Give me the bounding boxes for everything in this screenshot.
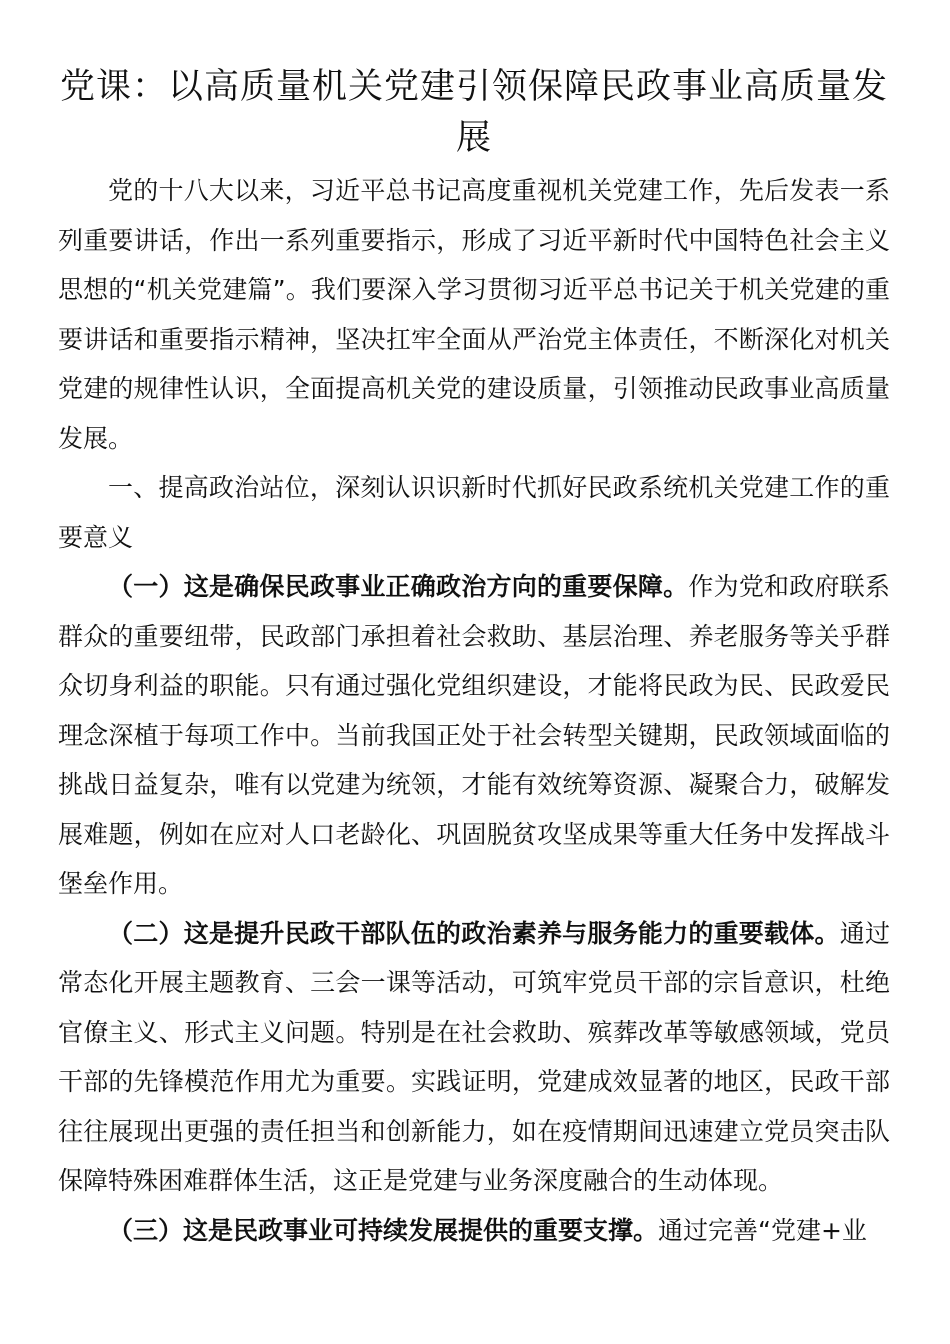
point-heading-3: （三）这是民政事业可持续发展提供的重要支撑。	[108, 1215, 659, 1245]
point-heading-1: （一）这是确保民政事业正确政治方向的重要保障。	[108, 572, 689, 601]
point-body-1: 作为党和政府联系群众的重要纽带，民政部门承担着社会救助、基层治理、养老服务等关乎群众切身利益的职能。只有通过强化党组织建设，才能将民政为民、民政爱民理念深植于每项工作中。当前我国正处于社会转型关键期，民政领域面临的挑战日益复杂，唯有以党建为统领，才能有效统筹资源、凝聚合力，破解发展难题，例如在应对人口老龄化、巩固脱贫攻坚成果等重大任务中发挥战斗堡垒作用。	[58, 572, 890, 898]
point-body-2: 通过常态化开展主题教育、三会一课等活动，可筑牢党员干部的宗旨意识，杜绝官僚主义、形式主义问题。特别是在社会救助、殡葬改革等敏感领域，党员干部的先锋模范作用尤为重要。实践证明，党建成效显著的地区，民政干部往往展现出更强的责任担当和创新能力，如在疫情期间迅速建立党员突击队保障特殊困难群体生活，这正是党建与业务深度融合的生动体现。	[58, 918, 890, 1195]
point-paragraph-2	[58, 909, 890, 1206]
document-title: 党课：以高质量机关党建引领保障民政事业高质量发展	[59, 67, 888, 158]
section-heading: 一、提高政治站位，深刻认识识新时代抓好民政系统机关党建工作的重要意义	[58, 473, 890, 552]
point-heading-2: （二）这是提升民政干部队伍的政治素养与服务能力的重要载体。	[108, 918, 840, 948]
point-paragraph-3	[58, 1206, 890, 1256]
intro-paragraph: 党的十八大以来，习近平总书记高度重视机关党建工作，先后发表一系列重要讲话，作出一系列重要指示，形成了习近平新时代中国特色社会主义思想的“机关党建篇”。我们要深入学习贯彻习近平总书记关于机关党建的重要讲话和重要指示精神，坚决扛牢全面从严治党主体责任，不断深化对机关党建的规律性认识，全面提高机关党的建设质量，引领推动民政事业高质量发展。	[58, 176, 890, 453]
point-paragraph-1	[58, 562, 890, 909]
point-body-3: 通过完善“党建+业	[658, 1215, 867, 1245]
